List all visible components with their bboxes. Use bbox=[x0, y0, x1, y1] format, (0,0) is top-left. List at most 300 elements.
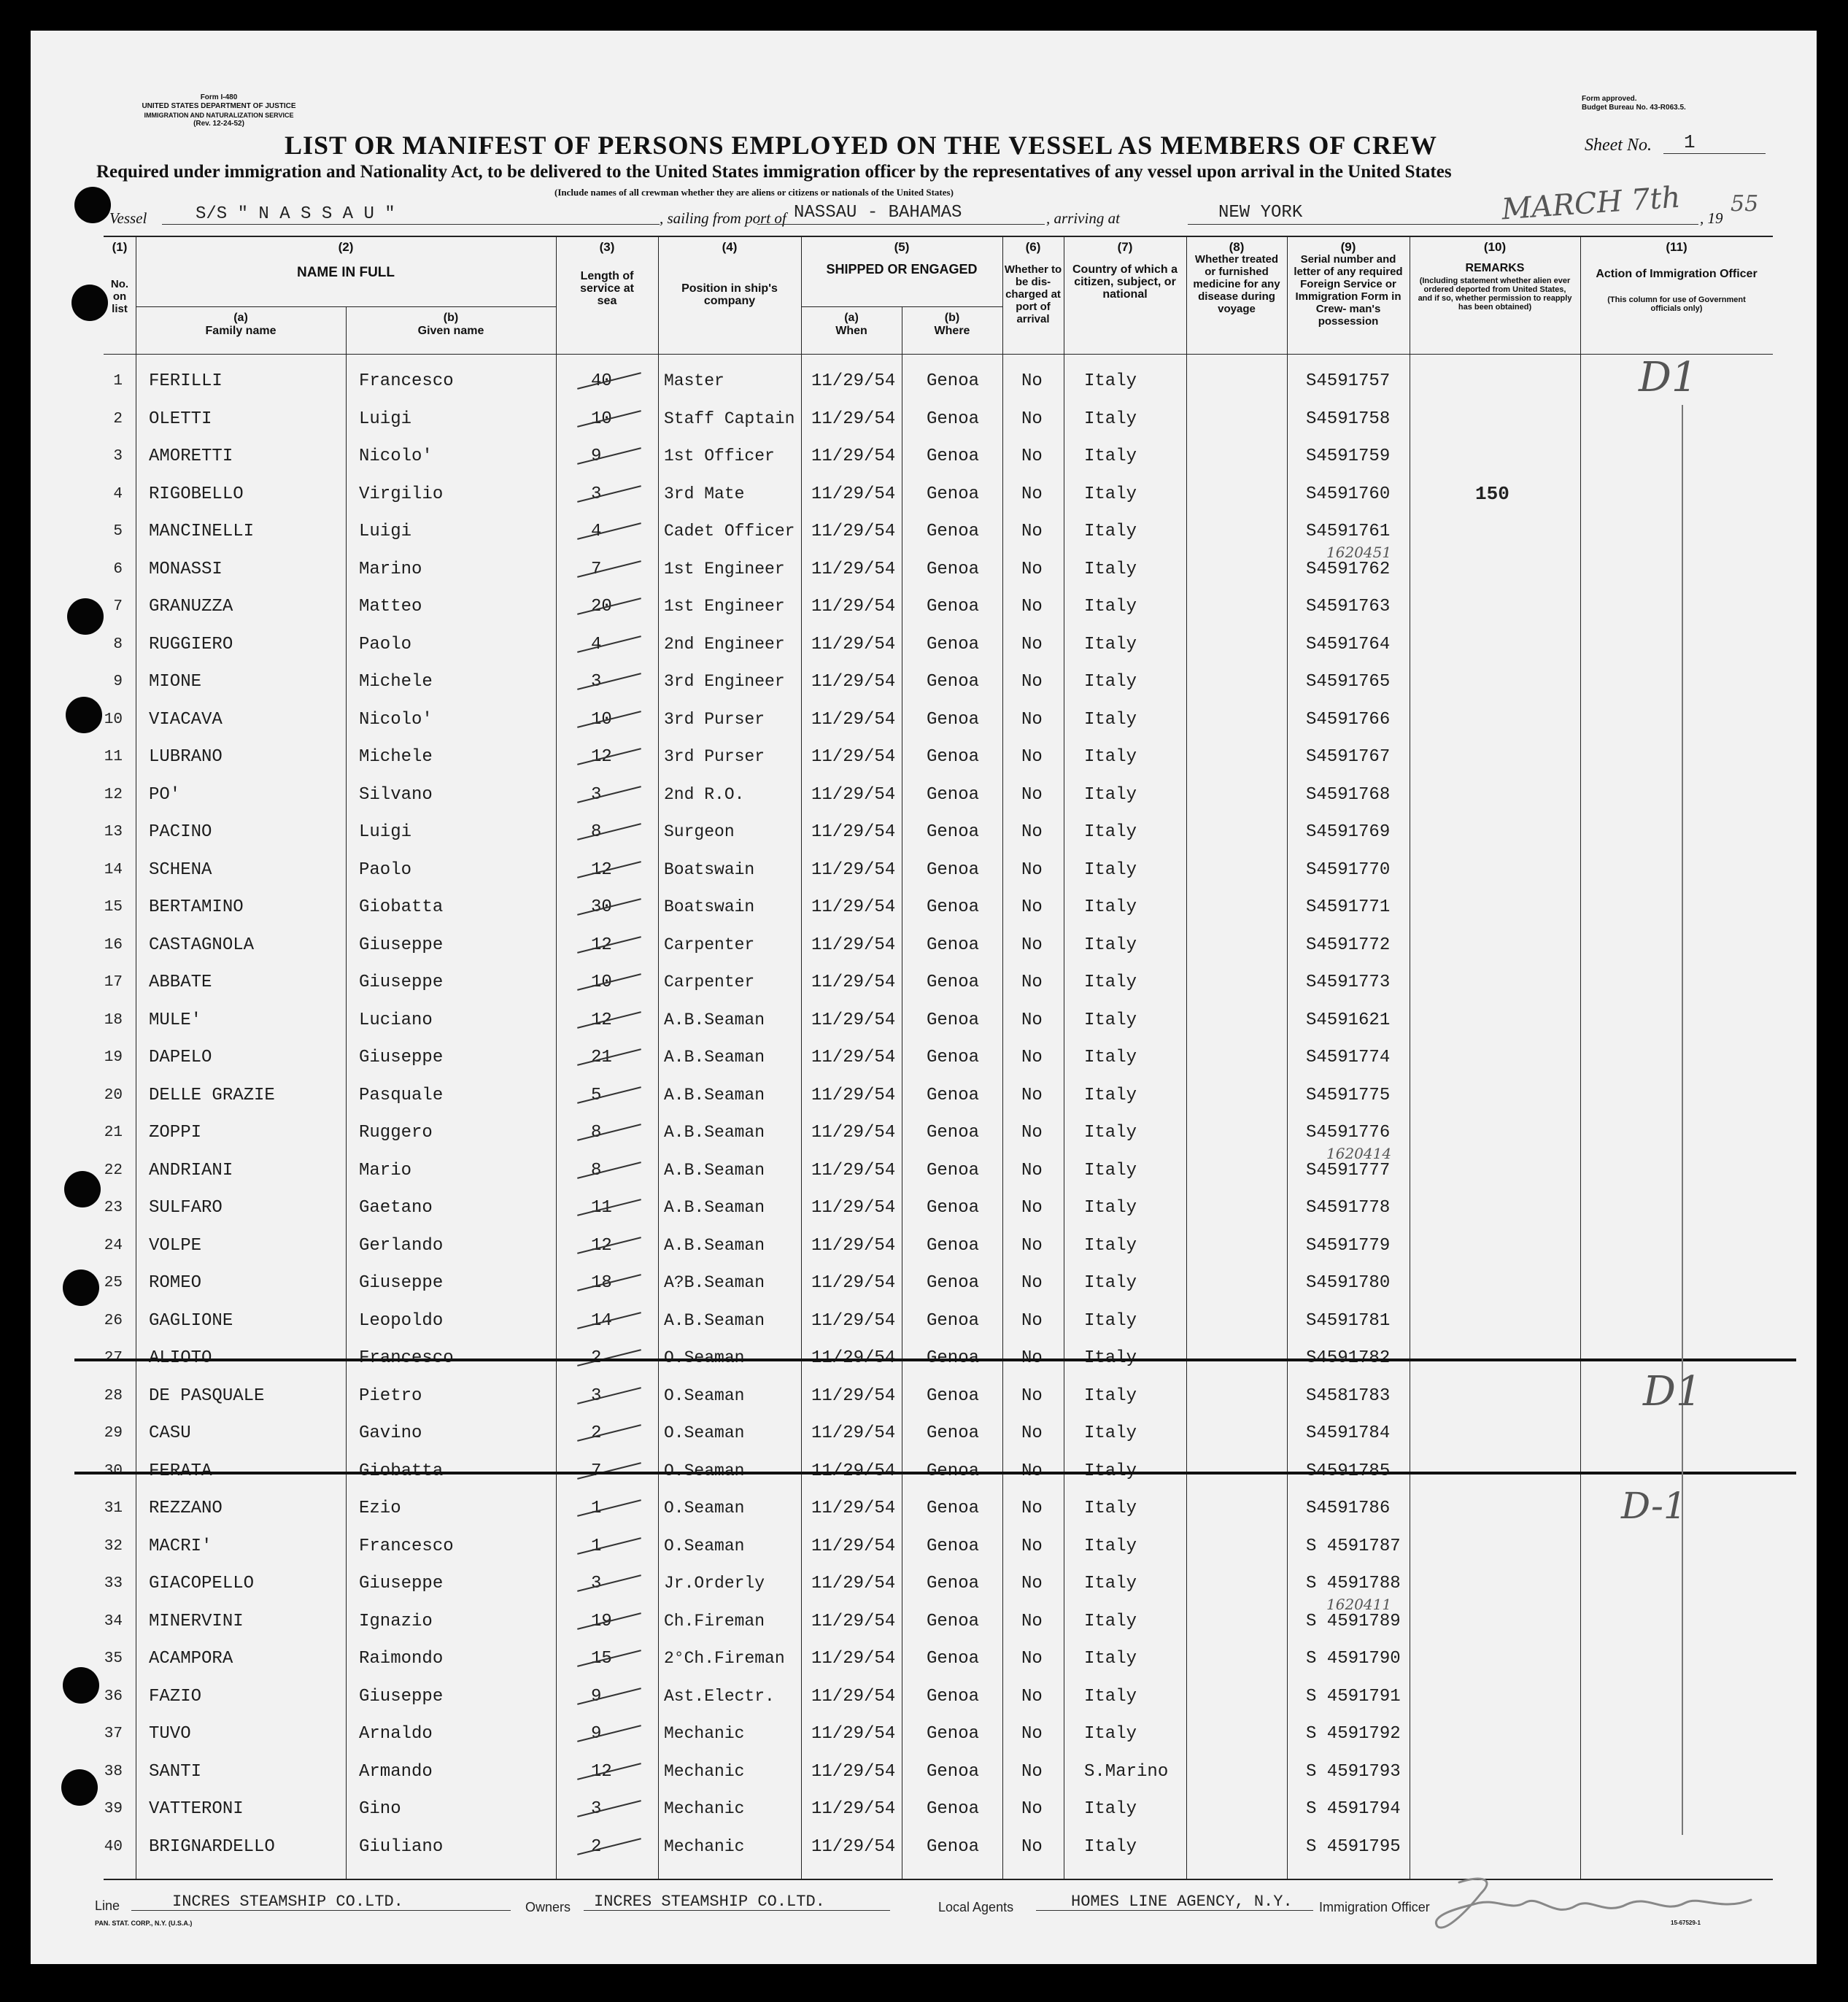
tally-mark bbox=[577, 485, 641, 503]
country: Italy bbox=[1084, 1273, 1137, 1293]
shipped-when: 11/29/54 bbox=[811, 634, 896, 654]
serial-number: S4591775 bbox=[1306, 1085, 1391, 1105]
shipped-when: 11/29/54 bbox=[811, 1010, 896, 1030]
given-name: Leopoldo bbox=[359, 1310, 444, 1331]
given-name: Francesco bbox=[359, 1348, 454, 1368]
serial-number: S4591772 bbox=[1306, 935, 1391, 955]
row-number: 39 bbox=[104, 1801, 123, 1817]
table-row bbox=[104, 1714, 1773, 1752]
country: Italy bbox=[1084, 672, 1137, 692]
country: Italy bbox=[1084, 1198, 1137, 1218]
discharged: No bbox=[1021, 1461, 1043, 1481]
family-name: MULE' bbox=[149, 1010, 202, 1030]
given-name: Giuseppe bbox=[359, 1048, 444, 1067]
discharged: No bbox=[1021, 1160, 1043, 1180]
table-row bbox=[104, 1376, 1773, 1414]
shipped-when: 11/29/54 bbox=[811, 672, 896, 692]
row-number: 21 bbox=[104, 1124, 123, 1141]
row-number: 5 bbox=[113, 523, 123, 540]
table-row bbox=[104, 436, 1773, 474]
strike-through-line bbox=[74, 1472, 1796, 1475]
serial-number: S4591768 bbox=[1306, 784, 1391, 805]
row-number: 28 bbox=[104, 1387, 123, 1404]
shipped-when: 11/29/54 bbox=[811, 859, 896, 880]
shipped-where: Genoa bbox=[927, 522, 980, 541]
family-name: VOLPE bbox=[149, 1235, 202, 1256]
shipped-where: Genoa bbox=[927, 784, 980, 805]
shipped-when: 11/29/54 bbox=[811, 822, 896, 842]
family-name: DE PASQUALE bbox=[149, 1385, 265, 1406]
shipped-when: 11/29/54 bbox=[811, 1799, 896, 1819]
family-name: ABBATE bbox=[149, 973, 212, 992]
shipped-where: Genoa bbox=[927, 1461, 980, 1481]
col-num-11: (11) bbox=[1666, 240, 1687, 254]
header-when-a: (a) bbox=[844, 312, 859, 324]
family-name: GRANUZZA bbox=[149, 597, 233, 617]
table-row bbox=[104, 1144, 1773, 1189]
discharged: No bbox=[1021, 784, 1043, 805]
shipped-where: Genoa bbox=[927, 1611, 980, 1631]
given-name: Michele bbox=[359, 672, 433, 692]
position: Jr.Orderly bbox=[664, 1574, 765, 1593]
discharged: No bbox=[1021, 1686, 1043, 1707]
footer-owners: INCRES STEAMSHIP CO.LTD. bbox=[594, 1893, 825, 1911]
tally-mark bbox=[577, 786, 641, 803]
position: O.Seaman bbox=[664, 1536, 745, 1555]
row-number: 4 bbox=[113, 485, 123, 503]
length-of-service: 10 bbox=[591, 973, 612, 992]
serial-number: S4591764 bbox=[1306, 634, 1391, 654]
given-name: Gavino bbox=[359, 1423, 422, 1443]
shipped-when: 11/29/54 bbox=[811, 935, 896, 955]
tally-mark bbox=[577, 560, 641, 578]
shipped-when: 11/29/54 bbox=[811, 1536, 896, 1556]
row-number: 2 bbox=[113, 410, 123, 428]
country: Italy bbox=[1084, 1649, 1137, 1669]
vessel-name: S/S " N A S S A U " bbox=[196, 204, 395, 224]
row-number: 30 bbox=[104, 1462, 123, 1480]
sheet-label: Sheet No. bbox=[1585, 136, 1652, 155]
table-row bbox=[104, 1564, 1773, 1601]
serial-number: S4591769 bbox=[1306, 822, 1391, 842]
serial-number: S4591786 bbox=[1306, 1499, 1391, 1518]
row-number: 18 bbox=[104, 1011, 123, 1029]
country: Italy bbox=[1084, 1536, 1137, 1556]
serial-number: S4591778 bbox=[1306, 1198, 1391, 1218]
family-name: VATTERONI bbox=[149, 1799, 244, 1819]
shipped-where: Genoa bbox=[927, 747, 980, 767]
length-of-service: 3 bbox=[591, 784, 602, 805]
discharged: No bbox=[1021, 1423, 1043, 1443]
discharged: No bbox=[1021, 1611, 1043, 1631]
header-shipped: SHIPPED OR ENGAGED bbox=[826, 262, 978, 277]
remarks: 150 bbox=[1475, 482, 1509, 505]
country: Italy bbox=[1084, 371, 1137, 391]
row-number: 14 bbox=[104, 861, 123, 878]
discharged: No bbox=[1021, 822, 1043, 842]
tally-mark bbox=[577, 1424, 641, 1442]
shipped-where: Genoa bbox=[927, 1574, 980, 1593]
tally-mark bbox=[577, 1838, 641, 1855]
discharged: No bbox=[1021, 597, 1043, 617]
country: Italy bbox=[1084, 1235, 1137, 1256]
length-of-service: 3 bbox=[591, 1574, 602, 1593]
header-family-a: (a) bbox=[233, 312, 248, 324]
serial-number: S4591758 bbox=[1306, 409, 1391, 429]
country: Italy bbox=[1084, 447, 1137, 466]
serial-number: S4591774 bbox=[1306, 1048, 1391, 1067]
country: Italy bbox=[1084, 1461, 1137, 1481]
family-name: SANTI bbox=[149, 1761, 202, 1782]
shipped-when: 11/29/54 bbox=[811, 1461, 896, 1481]
position: A.B.Seaman bbox=[664, 1048, 765, 1067]
country: Italy bbox=[1084, 1423, 1137, 1443]
position: A.B.Seaman bbox=[664, 1123, 765, 1142]
position: Ast.Electr. bbox=[664, 1686, 775, 1706]
shipped-where: Genoa bbox=[927, 859, 980, 880]
shipped-where: Genoa bbox=[927, 1310, 980, 1331]
position: 1st Engineer bbox=[664, 559, 785, 579]
discharged: No bbox=[1021, 1724, 1043, 1744]
family-name: CASTAGNOLA bbox=[149, 935, 255, 955]
country: Italy bbox=[1084, 1010, 1137, 1030]
position: O.Seaman bbox=[664, 1499, 745, 1518]
family-name: SULFARO bbox=[149, 1198, 223, 1218]
position: Boatswain bbox=[664, 897, 755, 916]
department: UNITED STATES DEPARTMENT OF JUSTICE bbox=[142, 102, 296, 110]
shipped-when: 11/29/54 bbox=[811, 409, 896, 429]
position: Carpenter bbox=[664, 973, 755, 992]
shipped-when: 11/29/54 bbox=[811, 1385, 896, 1406]
serial-number: S4591771 bbox=[1306, 897, 1391, 917]
row-number: 40 bbox=[104, 1838, 123, 1855]
approval: Form approved. bbox=[1582, 95, 1637, 103]
port-of-departure: NASSAU - BAHAMAS bbox=[794, 203, 962, 223]
shipped-where: Genoa bbox=[927, 973, 980, 992]
country: Italy bbox=[1084, 784, 1137, 805]
country: Italy bbox=[1084, 484, 1137, 504]
length-of-service: 12 bbox=[591, 935, 612, 955]
discharged: No bbox=[1021, 1010, 1043, 1030]
header-serial: Serial number and letter of any required Foreign Service or Immigration Form in Crew- man's possession bbox=[1294, 253, 1403, 328]
discharged: No bbox=[1021, 634, 1043, 654]
family-name: VIACAVA bbox=[149, 709, 223, 730]
row-number: 15 bbox=[104, 899, 123, 916]
given-name: Francesco bbox=[359, 371, 454, 391]
country: Italy bbox=[1084, 1499, 1137, 1518]
col-num-10: (10) bbox=[1483, 240, 1507, 254]
shipped-when: 11/29/54 bbox=[811, 973, 896, 992]
shipped-where: Genoa bbox=[927, 709, 980, 730]
position: O.Seaman bbox=[664, 1423, 745, 1442]
serial-number: S4591759 bbox=[1306, 447, 1391, 466]
shipped-where: Genoa bbox=[927, 634, 980, 654]
table-row bbox=[104, 1075, 1773, 1113]
family-name: MIONE bbox=[149, 672, 202, 692]
shipped-where: Genoa bbox=[927, 1799, 980, 1819]
given-name: Giuseppe bbox=[359, 935, 444, 955]
family-name: DAPELO bbox=[149, 1048, 212, 1067]
length-of-service: 2 bbox=[591, 1836, 602, 1857]
footer-printer: PAN. STAT. CORP., N.Y. (U.S.A.) bbox=[95, 1920, 193, 1927]
position: Staff Captain bbox=[664, 409, 795, 428]
shipped-when: 11/29/54 bbox=[811, 559, 896, 579]
header-length: Length of service at sea bbox=[580, 270, 634, 307]
revision: (Rev. 12-24-52) bbox=[193, 120, 244, 128]
row-number: 22 bbox=[104, 1162, 123, 1179]
footer-code: 15-67529-1 bbox=[1671, 1920, 1701, 1926]
shipped-when: 11/29/54 bbox=[811, 597, 896, 617]
tally-mark bbox=[577, 823, 641, 840]
row-number: 19 bbox=[104, 1049, 123, 1066]
family-name: PO' bbox=[149, 784, 181, 805]
discharged: No bbox=[1021, 1799, 1043, 1819]
position: A.B.Seaman bbox=[664, 1235, 765, 1255]
given-name: Michele bbox=[359, 747, 433, 767]
position: O.Seaman bbox=[664, 1385, 745, 1405]
discharged: No bbox=[1021, 1536, 1043, 1556]
discharged: No bbox=[1021, 1123, 1043, 1143]
annotation-d1-second: D1 bbox=[1643, 1368, 1702, 1415]
table-row bbox=[104, 1301, 1773, 1339]
serial-number: S4591761 bbox=[1306, 522, 1391, 541]
length-of-service: 8 bbox=[591, 1123, 602, 1143]
length-of-service: 2 bbox=[591, 1348, 602, 1368]
annotation-line bbox=[1682, 405, 1683, 1835]
discharged: No bbox=[1021, 1048, 1043, 1067]
discharged: No bbox=[1021, 1348, 1043, 1368]
form-number: Form I-480 bbox=[200, 93, 238, 101]
shipped-where: Genoa bbox=[927, 597, 980, 617]
family-name: FERATA bbox=[149, 1461, 212, 1481]
given-name: Gerlando bbox=[359, 1235, 444, 1256]
given-name: Francesco bbox=[359, 1536, 454, 1556]
discharged: No bbox=[1021, 559, 1043, 579]
col-num-8: (8) bbox=[1229, 240, 1245, 254]
shipped-when: 11/29/54 bbox=[811, 709, 896, 730]
country: Italy bbox=[1084, 1686, 1137, 1707]
given-name: Ignazio bbox=[359, 1611, 433, 1631]
shipped-when: 11/29/54 bbox=[811, 1235, 896, 1256]
shipped-when: 11/29/54 bbox=[811, 1574, 896, 1593]
length-of-service: 20 bbox=[591, 597, 612, 617]
shipped-when: 11/29/54 bbox=[811, 522, 896, 541]
table-row bbox=[104, 962, 1773, 1000]
length-of-service: 21 bbox=[591, 1048, 612, 1067]
shipped-when: 11/29/54 bbox=[811, 1348, 896, 1368]
header-where: Where bbox=[934, 325, 970, 337]
shipped-where: Genoa bbox=[927, 1235, 980, 1256]
serial-number: S4591766 bbox=[1306, 709, 1391, 730]
given-name: Giobatta bbox=[359, 897, 444, 917]
approval-block bbox=[1582, 95, 1757, 112]
table-row bbox=[104, 812, 1773, 850]
table-row bbox=[104, 1451, 1773, 1489]
country: Italy bbox=[1084, 1348, 1137, 1368]
shipped-when: 11/29/54 bbox=[811, 1499, 896, 1518]
table-row bbox=[104, 1488, 1773, 1526]
tally-mark bbox=[577, 1086, 641, 1104]
position: 3rd Purser bbox=[664, 709, 765, 729]
given-name: Ezio bbox=[359, 1499, 401, 1518]
shipped-where: Genoa bbox=[927, 1536, 980, 1556]
length-of-service: 40 bbox=[591, 371, 612, 391]
length-of-service: 1 bbox=[591, 1499, 602, 1518]
header-name-in-full: NAME IN FULL bbox=[296, 265, 395, 280]
serial-number: S4591781 bbox=[1306, 1310, 1391, 1331]
serial-number: S 4591793 bbox=[1306, 1761, 1401, 1782]
given-name: Giobatta bbox=[359, 1461, 444, 1481]
shipped-where: Genoa bbox=[927, 1198, 980, 1218]
country: Italy bbox=[1084, 1085, 1137, 1105]
subtitle: Required under immigration and Nationality Act, to be delivered to the United States immigration officer by the representatives of any vessel upon arrival in the United States bbox=[96, 162, 1452, 182]
position: 1st Engineer bbox=[664, 597, 785, 616]
shipped-when: 11/29/54 bbox=[811, 747, 896, 767]
table-row bbox=[104, 1226, 1773, 1264]
shipped-when: 11/29/54 bbox=[811, 1310, 896, 1331]
family-name: FAZIO bbox=[149, 1686, 202, 1707]
discharged: No bbox=[1021, 447, 1043, 466]
table-row bbox=[104, 474, 1773, 512]
tally-mark bbox=[577, 673, 641, 690]
row-number: 8 bbox=[113, 635, 123, 653]
discharged: No bbox=[1021, 709, 1043, 730]
table-row bbox=[104, 1752, 1773, 1790]
shipped-where: Genoa bbox=[927, 447, 980, 466]
shipped-where: Genoa bbox=[927, 1123, 980, 1143]
tally-mark bbox=[577, 1688, 641, 1705]
family-name: BERTAMINO bbox=[149, 897, 244, 917]
family-name: OLETTI bbox=[149, 409, 212, 429]
col-num-1: (1) bbox=[112, 240, 128, 254]
shipped-where: Genoa bbox=[927, 1385, 980, 1406]
family-name: ALIOTO bbox=[149, 1348, 212, 1368]
table-row bbox=[104, 361, 1773, 399]
row-number: 23 bbox=[104, 1199, 123, 1216]
form-info bbox=[102, 93, 336, 128]
given-name: Luigi bbox=[359, 822, 412, 842]
footer-owners-label: Owners bbox=[525, 1900, 571, 1914]
discharged: No bbox=[1021, 1310, 1043, 1331]
arrival-year: 55 bbox=[1731, 191, 1759, 217]
country: Italy bbox=[1084, 973, 1137, 992]
country: Italy bbox=[1084, 559, 1137, 579]
country: Italy bbox=[1084, 1385, 1137, 1406]
row-number: 7 bbox=[113, 598, 123, 615]
shipped-when: 11/29/54 bbox=[811, 1761, 896, 1782]
serial-number: S 4591795 bbox=[1306, 1836, 1401, 1857]
row-number: 38 bbox=[104, 1763, 123, 1780]
country: Italy bbox=[1084, 409, 1137, 429]
position: Carpenter bbox=[664, 935, 755, 954]
table-row bbox=[104, 543, 1773, 587]
position: A.B.Seaman bbox=[664, 1310, 765, 1330]
family-name: MONASSI bbox=[149, 559, 223, 579]
country: Italy bbox=[1084, 859, 1137, 880]
length-of-service: 10 bbox=[591, 709, 612, 730]
vessel-label: Vessel bbox=[109, 209, 147, 227]
header-when: When bbox=[835, 325, 867, 337]
tally-mark bbox=[577, 1574, 641, 1592]
shipped-where: Genoa bbox=[927, 1649, 980, 1669]
family-name: MACRI' bbox=[149, 1536, 212, 1556]
officer-signature bbox=[1430, 1868, 1780, 1948]
length-of-service: 30 bbox=[591, 897, 612, 917]
row-number: 6 bbox=[113, 560, 123, 578]
footer-agents: HOMES LINE AGENCY, N.Y. bbox=[1071, 1893, 1293, 1911]
shipped-where: Genoa bbox=[927, 1423, 980, 1443]
given-name: Luigi bbox=[359, 409, 412, 429]
position: A.B.Seaman bbox=[664, 1010, 765, 1029]
length-of-service: 3 bbox=[591, 1799, 602, 1819]
family-name: LUBRANO bbox=[149, 747, 223, 767]
col-num-9: (9) bbox=[1340, 240, 1356, 254]
table-row bbox=[104, 1413, 1773, 1451]
length-of-service: 5 bbox=[591, 1085, 602, 1105]
budget-bureau: Budget Bureau No. 43-R063.5. bbox=[1582, 104, 1686, 112]
row-number: 16 bbox=[104, 936, 123, 954]
discharged: No bbox=[1021, 897, 1043, 917]
given-name: Paolo bbox=[359, 859, 412, 880]
family-name: GIACOPELLO bbox=[149, 1574, 255, 1593]
serial-number: S4591773 bbox=[1306, 973, 1391, 992]
shipped-when: 11/29/54 bbox=[811, 1686, 896, 1707]
shipped-when: 11/29/54 bbox=[811, 1198, 896, 1218]
discharged: No bbox=[1021, 409, 1043, 429]
given-name: Ruggero bbox=[359, 1123, 433, 1143]
shipped-where: Genoa bbox=[927, 1686, 980, 1707]
given-name: Luciano bbox=[359, 1010, 433, 1030]
table-row bbox=[104, 1677, 1773, 1715]
discharged: No bbox=[1021, 1273, 1043, 1293]
country: Italy bbox=[1084, 1611, 1137, 1631]
serial-number: S4581783 bbox=[1306, 1385, 1391, 1406]
given-name: Giuseppe bbox=[359, 973, 444, 992]
serial-correction: 1620411 bbox=[1326, 1595, 1392, 1613]
header-where-b: (b) bbox=[944, 312, 960, 324]
family-name: MANCINELLI bbox=[149, 522, 255, 541]
given-name: Nicolo' bbox=[359, 447, 433, 466]
position: Boatswain bbox=[664, 859, 755, 879]
row-number: 20 bbox=[104, 1086, 123, 1104]
shipped-where: Genoa bbox=[927, 1048, 980, 1067]
length-of-service: 2 bbox=[591, 1423, 602, 1443]
tally-mark bbox=[577, 1462, 641, 1480]
tally-mark bbox=[577, 1725, 641, 1742]
tally-mark bbox=[577, 1537, 641, 1555]
length-of-service: 8 bbox=[591, 822, 602, 842]
serial-number: S4591780 bbox=[1306, 1273, 1391, 1293]
given-name: Arnaldo bbox=[359, 1724, 433, 1744]
table-row bbox=[104, 511, 1773, 549]
table-row bbox=[104, 737, 1773, 775]
length-of-service: 9 bbox=[591, 1686, 602, 1707]
header-family-name: Family name bbox=[205, 325, 277, 337]
serial-number: S 4591792 bbox=[1306, 1724, 1401, 1744]
shipped-where: Genoa bbox=[927, 1273, 980, 1293]
position: O.Seaman bbox=[664, 1348, 745, 1367]
given-name: Virgilio bbox=[359, 484, 444, 504]
table-row bbox=[104, 1639, 1773, 1677]
include-note: (Include names of all crewman whether they are aliens or citizens or nationals of the United States) bbox=[554, 187, 954, 198]
row-number: 9 bbox=[113, 673, 123, 690]
length-of-service: 12 bbox=[591, 1235, 612, 1256]
header-country: Country of which a citizen, subject, or national bbox=[1072, 263, 1178, 301]
country: Italy bbox=[1084, 822, 1137, 842]
family-name: ROMEO bbox=[149, 1273, 202, 1293]
tally-mark bbox=[577, 1499, 641, 1517]
family-name: CASU bbox=[149, 1423, 191, 1443]
